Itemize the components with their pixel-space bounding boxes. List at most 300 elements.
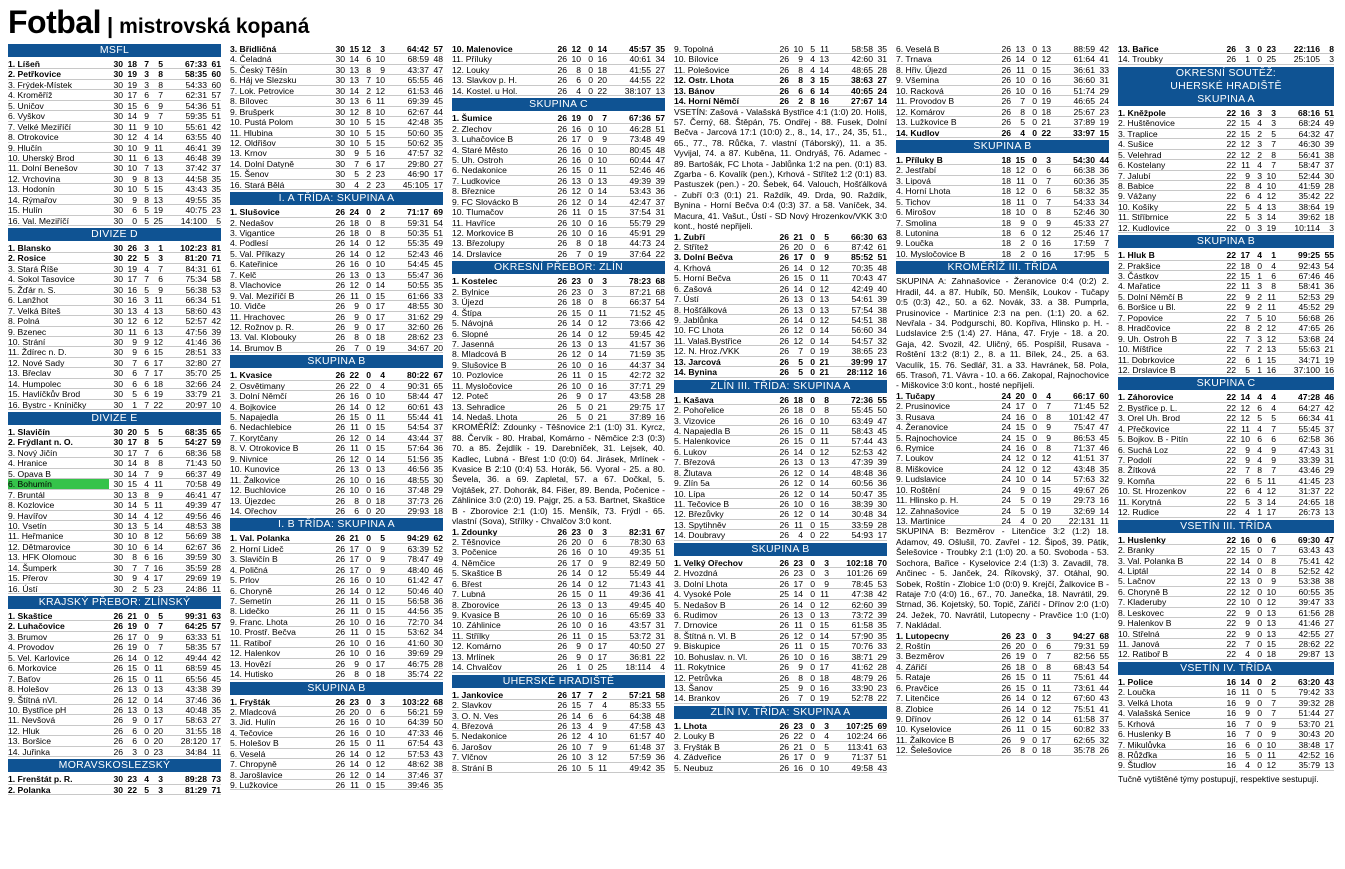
table-row	[674, 284, 887, 294]
stat-cell: 7	[588, 700, 593, 711]
stat-cell: 18	[597, 64, 607, 75]
stat-cell: 12	[1041, 693, 1051, 704]
team-name: 2. Polanka	[8, 784, 51, 794]
stat-cell: 52:46	[1073, 207, 1095, 218]
stat-cell: 73:72	[851, 609, 873, 620]
stat-cell: 15	[571, 165, 581, 176]
stat-cell: 0	[1032, 44, 1037, 54]
stat-cell: 30	[113, 69, 123, 80]
team-name: 3. Dolní Bečva	[674, 252, 733, 262]
stat-cell: 63:55	[185, 132, 207, 143]
stat-cell: 45	[1099, 432, 1109, 443]
stat-cell: 38:64	[1298, 201, 1320, 212]
team-name: 2. Nedašov	[230, 217, 274, 227]
stat-cell: 47	[1324, 128, 1334, 139]
stat-cell: 0	[144, 663, 149, 674]
table-row	[8, 59, 221, 69]
table-row	[896, 401, 1109, 411]
stat-cell: 45:33	[1073, 217, 1095, 228]
stat-cell: 30:43	[1298, 729, 1320, 740]
table-row	[8, 389, 221, 399]
stat-cell: 61:57	[629, 731, 651, 742]
table-row	[8, 736, 221, 746]
match-results-text: SKUPINA B: Bezměrov - Litenčice 3:2 (1:2) 18. Adamov, 49. Ošlušil, 70. Zavřel - 12. Šipoš, 39. Pátik, Šelešovice - Troubky 2:1 (1:0) 20. a 50. Svoboda - 53. Sochora, Bařice - Kyselovice 2:4 (1:3) 3. Zavadil, 78. Ančinec - 5. Janček, 24. Říkovský, 37. Otáhal, 90. Sobek, Roštín - Zlobice 1:0 (0:0) 9. Krejčí, Žalkovice B - Rataje 7:0 (4:0) 16., 67., 70. Janečka, 18. Navrátil, 29. Strnad, 36. Kojetský, 50. Topič, Zářičí - Dřínov 2:0 (1:0) 24. Ježek, 70. Navrátil, Lutopecny - Pravčice 1:0 (1:0) 7. Nakládal.	[896, 526, 1109, 631]
stat-cell: 70:35	[851, 262, 873, 273]
stat-cell: 22	[1226, 354, 1236, 365]
team-name: 11. Heřmanice	[8, 531, 64, 541]
stat-cell: 10	[571, 54, 581, 65]
table-row	[230, 169, 443, 179]
stat-cell: 0	[810, 731, 815, 742]
team-name: 1. Kvasice	[230, 370, 273, 380]
stat-cell: 28	[877, 662, 887, 673]
stat-cell: 6	[1271, 434, 1276, 445]
stat-cell: 20:97	[185, 399, 207, 410]
stat-cell: 11	[598, 589, 607, 600]
team-name: 8. Zborovice	[452, 599, 500, 609]
stat-cell: 23	[1324, 475, 1334, 486]
stat-cell: 50	[655, 557, 665, 568]
team-name: 7. Baťov	[8, 673, 41, 684]
stat-cell: 11	[154, 295, 163, 306]
stat-cell: 0	[1257, 708, 1262, 719]
stat-cell: 16	[597, 359, 607, 370]
table-row	[1118, 618, 1334, 628]
stat-cell: 14	[571, 328, 581, 339]
stat-cell: 19	[127, 263, 137, 274]
stat-cell: 22	[655, 248, 665, 259]
team-name: 4. Čeladná	[230, 54, 272, 64]
team-name: 4. Liptál	[1118, 565, 1149, 576]
stat-cell: 0	[588, 228, 593, 238]
stat-cell: 13	[597, 175, 607, 186]
stat-cell: 0	[1032, 714, 1037, 725]
team-name: 5. Rajnochovice	[896, 432, 958, 442]
stat-cell: 0	[810, 488, 815, 499]
stat-cell: 26	[113, 642, 123, 653]
stat-cell: 0	[1032, 432, 1037, 443]
stat-cell: 6	[144, 357, 149, 368]
table-row	[230, 96, 443, 106]
stat-cell: 26	[557, 228, 567, 238]
stat-cell: 47	[1324, 534, 1334, 545]
stat-cell: 1	[158, 243, 163, 253]
stat-cell: 26	[335, 464, 345, 475]
stat-cell: 9	[1020, 734, 1025, 745]
stat-cell: 23	[433, 332, 443, 343]
stat-cell: 29	[1099, 85, 1109, 96]
stat-cell: 19	[1266, 222, 1276, 233]
table-row	[1118, 403, 1334, 413]
stat-cell: 11	[794, 519, 803, 530]
column-6	[1118, 44, 1334, 784]
stat-cell: 9	[1245, 455, 1250, 465]
stat-cell: 24	[1099, 96, 1109, 107]
table-row	[1118, 608, 1334, 618]
stat-cell: 0	[1032, 505, 1037, 516]
stat-cell: 0	[810, 578, 815, 589]
stat-cell: 26	[335, 269, 345, 280]
stat-cell: 26	[557, 401, 567, 412]
stat-cell: 1	[1257, 507, 1262, 518]
stat-cell: 0	[366, 606, 371, 617]
stat-cell: 6	[144, 90, 149, 101]
stat-cell: 26	[779, 620, 789, 631]
table-row	[1118, 334, 1334, 344]
stat-cell: 59	[1099, 640, 1109, 651]
stat-cell: 17:95	[1073, 248, 1095, 259]
stat-cell: 30	[113, 784, 123, 795]
stat-cell: 13	[1324, 760, 1334, 771]
stat-cell: 0	[1257, 54, 1262, 65]
table-row	[452, 329, 665, 339]
stat-cell: 0	[144, 725, 149, 736]
table-row	[1118, 223, 1334, 233]
stat-cell: 11	[350, 290, 359, 301]
stat-cell: 34	[877, 509, 887, 520]
team-name: 1. Zubří	[674, 231, 706, 241]
stat-cell: 0	[144, 621, 149, 632]
stat-cell: 9	[798, 683, 803, 693]
stat-cell: 26	[113, 611, 123, 621]
section-title: KRAJSKÝ PŘEBOR: ZLÍNSKÝ	[38, 596, 191, 608]
stat-cell: 6	[366, 96, 371, 107]
stat-cell: 33:90	[851, 683, 873, 693]
stat-cell: 67:33	[185, 59, 207, 69]
stat-cell: 17	[655, 401, 665, 412]
stat-cell: 16	[793, 415, 803, 426]
team-name: 3. Dolní Lhota	[674, 578, 728, 589]
table-row	[452, 287, 665, 297]
stat-cell: 12	[375, 759, 385, 770]
stat-cell: 5	[144, 784, 149, 795]
stat-cell: 14	[349, 401, 359, 412]
table-row	[896, 443, 1109, 453]
stat-cell: 4	[1257, 444, 1262, 455]
stat-cell: 24	[1001, 422, 1011, 433]
stat-cell: 14	[1015, 54, 1025, 65]
stat-cell: 48:62	[407, 759, 429, 770]
stat-cell: 10	[819, 415, 829, 426]
stat-cell: 14	[127, 111, 137, 122]
stat-cell: 14	[819, 478, 829, 489]
page-subtitle: mistrovská kopaná	[119, 15, 310, 38]
stat-cell: 22	[1226, 607, 1236, 618]
stat-cell: 14	[819, 85, 829, 96]
stat-cell: 11	[820, 589, 829, 600]
stat-cell: 6	[354, 505, 359, 516]
stat-cell: 35	[1324, 586, 1334, 597]
stat-cell: 24	[1001, 442, 1011, 453]
stat-cell: 22	[1226, 586, 1236, 597]
stat-cell: 0	[588, 338, 593, 349]
table-row	[1118, 129, 1334, 139]
stat-cell: 39:46	[407, 780, 429, 790]
stat-cell: 16	[375, 485, 385, 496]
team-name: 1. Skaštice	[8, 611, 53, 621]
stat-cell: 0	[810, 283, 815, 294]
stat-cell: 26	[557, 248, 567, 259]
stat-cell: 57:63	[1073, 474, 1095, 485]
stat-cell: 12	[1015, 463, 1025, 474]
table-row	[674, 405, 887, 415]
stat-cell: 11	[572, 370, 581, 381]
table-row	[452, 249, 665, 259]
stat-cell: 35	[877, 488, 887, 499]
stat-cell: 14	[349, 585, 359, 596]
stat-cell: 9	[132, 573, 137, 584]
table-row	[452, 318, 665, 328]
stat-cell: 12	[153, 510, 163, 521]
stat-cell: 6	[588, 710, 593, 721]
table-row	[230, 770, 443, 780]
stat-cell: 52:53	[851, 446, 873, 457]
stat-cell: 37:73	[407, 495, 429, 506]
table-row	[1118, 365, 1334, 375]
stat-cell: 4	[1257, 191, 1262, 202]
stat-cell: 70:76	[851, 641, 873, 652]
stat-cell: 69:30	[1298, 534, 1320, 545]
table-row	[8, 437, 221, 447]
team-name: 4. Staré Město	[452, 144, 508, 154]
stat-cell: 22	[655, 75, 665, 86]
stat-cell: 64:38	[629, 710, 651, 721]
stat-cell: 9	[1271, 444, 1276, 455]
stat-cell: 14	[349, 238, 359, 249]
table-row	[230, 107, 443, 117]
stat-cell: 39:32	[1298, 697, 1320, 708]
stat-cell: 15	[1015, 682, 1025, 693]
team-name: 14. Drslavice	[452, 248, 502, 259]
stat-cell: 61:58	[1073, 714, 1095, 725]
table-row	[230, 717, 443, 727]
table-row	[1118, 313, 1334, 323]
stat-cell: 0	[810, 599, 815, 610]
team-name: 3. Velká Lhota	[1118, 697, 1173, 708]
stat-cell: 17	[127, 447, 137, 458]
stat-cell: 20	[1015, 390, 1025, 401]
stat-cell: 26	[779, 609, 789, 620]
stat-cell: 41	[1099, 54, 1109, 65]
stat-cell: 10	[375, 54, 385, 65]
team-name: 8. Leskovec	[1118, 607, 1164, 618]
stat-cell: 26	[335, 533, 345, 544]
stat-cell: 42:52	[1298, 749, 1320, 760]
stat-cell: 26	[557, 720, 567, 731]
team-name: 12. Komárov	[896, 106, 945, 117]
stat-cell: 68	[655, 276, 665, 287]
table-row	[452, 547, 665, 557]
stat-cell: 7	[144, 59, 149, 69]
stat-cell: 0	[366, 391, 371, 402]
stat-cell: 0	[588, 391, 593, 402]
stat-cell: 49:56	[185, 510, 207, 521]
stat-cell: 99:25	[1298, 250, 1320, 261]
stat-cell: 30	[113, 447, 123, 458]
stat-cell: 9	[576, 391, 581, 402]
stat-cell: 0	[588, 144, 593, 155]
stat-cell: 11	[350, 422, 359, 433]
stat-cell: 10:114	[1294, 222, 1320, 233]
stat-cell: 26	[335, 759, 345, 770]
table-row	[896, 724, 1109, 734]
table-row	[674, 336, 887, 346]
stat-cell: 42	[211, 652, 221, 663]
team-name: 7. Bruntál	[8, 489, 45, 500]
section-title: SKUPINA B	[751, 542, 810, 555]
stat-cell: 9	[1245, 291, 1250, 302]
stat-cell: 26	[779, 294, 789, 305]
team-name: 8. Žlutava	[674, 467, 712, 478]
stat-cell: 12	[793, 488, 803, 499]
stat-cell: 11	[212, 746, 221, 757]
table-row	[1118, 323, 1334, 333]
stat-cell: 13	[349, 464, 359, 475]
stat-cell: 22	[1226, 576, 1236, 587]
team-name: 14. Bynina	[674, 367, 717, 377]
stat-cell: 47	[1099, 422, 1109, 433]
stat-cell: 16	[655, 412, 665, 422]
table-row	[674, 232, 887, 242]
stat-cell: 71	[211, 253, 221, 264]
stat-cell: 94:29	[407, 533, 429, 544]
stat-cell: 6	[144, 152, 149, 163]
stat-cell: 15	[375, 596, 385, 606]
stat-cell: 12	[1041, 453, 1051, 464]
stat-cell: 46:41	[185, 489, 207, 500]
stat-cell: 26	[433, 321, 443, 332]
stat-cell: 9	[1020, 217, 1025, 228]
stat-cell: 26	[779, 457, 789, 468]
team-name: 2. Huštěnovice	[1118, 118, 1175, 128]
stat-cell: 30	[113, 274, 123, 285]
column-2	[230, 44, 443, 790]
stat-cell: 26	[557, 700, 567, 711]
stat-cell: 26	[335, 606, 345, 617]
stat-cell: 5	[1104, 248, 1109, 259]
stat-cell: 0	[144, 694, 149, 705]
stat-cell: 30	[113, 111, 123, 122]
stat-cell: 26	[779, 720, 789, 731]
stat-cell: 43:38	[185, 684, 207, 695]
stat-cell: 37	[655, 196, 665, 207]
stat-cell: 10	[153, 121, 163, 132]
table-row	[452, 360, 665, 370]
team-name: 1. Fryšták	[230, 696, 271, 706]
team-name: 3. Jid. Hulín	[230, 717, 276, 727]
stat-cell: 23	[153, 746, 163, 757]
stat-cell: 24	[1001, 453, 1011, 464]
stat-cell: 10	[793, 44, 803, 54]
stat-cell: 0	[1032, 640, 1037, 651]
stat-cell: 71:37	[1073, 442, 1095, 453]
stat-cell: 6	[144, 552, 149, 563]
team-name: 12. Rožnov p. R.	[230, 321, 295, 332]
stat-cell: 29:80	[407, 158, 429, 169]
stat-cell: 13	[153, 326, 163, 337]
stat-cell: 0	[588, 186, 593, 197]
stat-cell: 17	[153, 357, 163, 368]
stat-cell: 5	[1245, 749, 1250, 760]
stat-cell: 26	[335, 495, 345, 506]
stat-cell: 56:21	[407, 706, 429, 717]
stat-cell: 11	[1042, 682, 1051, 693]
team-name: 7. Chropyně	[230, 759, 277, 769]
table-row	[8, 122, 221, 132]
stat-cell: 36	[1324, 281, 1334, 292]
stat-cell: 10	[571, 380, 581, 391]
stat-cell: 66:30	[851, 231, 873, 242]
stat-cell: 27	[1324, 628, 1334, 639]
stat-cell: 0	[588, 123, 593, 134]
stat-cell: 14	[819, 467, 829, 478]
stat-cell: 63	[211, 611, 221, 621]
table-row	[452, 527, 665, 537]
table-row	[1118, 171, 1334, 181]
stat-cell: 12	[1240, 413, 1250, 424]
team-name: 10. Míštřice	[1118, 344, 1163, 354]
table-row	[1118, 44, 1334, 54]
table-row	[8, 306, 221, 316]
stat-cell: 0	[366, 485, 371, 496]
table-row	[1118, 392, 1334, 402]
stat-cell: 10	[1240, 597, 1250, 608]
team-name: 14. Rýmařov	[8, 194, 57, 205]
team-name: 13. Jarcová	[674, 356, 721, 367]
stat-cell: 16	[1226, 749, 1236, 760]
stat-cell: 30	[113, 90, 123, 101]
stat-cell: 12	[793, 630, 803, 641]
table-row	[1118, 191, 1334, 201]
stat-cell: 18	[433, 505, 443, 516]
stat-cell: 3	[132, 746, 137, 757]
stat-cell: 22	[1226, 344, 1236, 355]
stat-cell: 26	[1001, 85, 1011, 96]
stat-cell: 26	[557, 526, 567, 537]
stat-cell: 90:31	[407, 380, 429, 391]
table-row	[8, 163, 221, 173]
stat-cell: 3	[1245, 44, 1250, 54]
stat-cell: 47	[211, 489, 221, 500]
team-name: 5. Návojná	[452, 318, 494, 328]
stat-cell: 5	[1020, 117, 1025, 128]
stat-cell: 4	[1257, 486, 1262, 497]
stat-cell: 12	[349, 453, 359, 464]
stat-cell: 22	[1226, 118, 1236, 129]
table-row	[452, 558, 665, 568]
stat-cell: 26	[779, 762, 789, 773]
stat-cell: 4	[144, 510, 149, 521]
stat-cell: 26	[335, 342, 345, 353]
table-row	[8, 132, 221, 142]
stat-cell: 67:54	[407, 738, 429, 749]
table-row	[8, 101, 221, 111]
stat-cell: 0	[366, 738, 371, 749]
stat-cell: 10	[793, 499, 803, 509]
table-row	[230, 117, 443, 127]
stat-cell: 54:93	[851, 530, 873, 541]
stat-cell: 20	[433, 342, 443, 353]
stat-cell: 35:70	[185, 368, 207, 379]
team-name: 12. Kudlovice	[1118, 222, 1170, 233]
stat-cell: 12	[819, 446, 829, 457]
stat-cell: 45	[877, 425, 887, 436]
stat-cell: 13	[153, 152, 163, 163]
stat-cell: 7	[1271, 697, 1276, 708]
team-name: 5. Bojkov. B - Pitín	[1118, 434, 1189, 444]
team-name: 4. Přečkovice	[1118, 423, 1170, 434]
stat-cell: 16	[1226, 676, 1236, 687]
